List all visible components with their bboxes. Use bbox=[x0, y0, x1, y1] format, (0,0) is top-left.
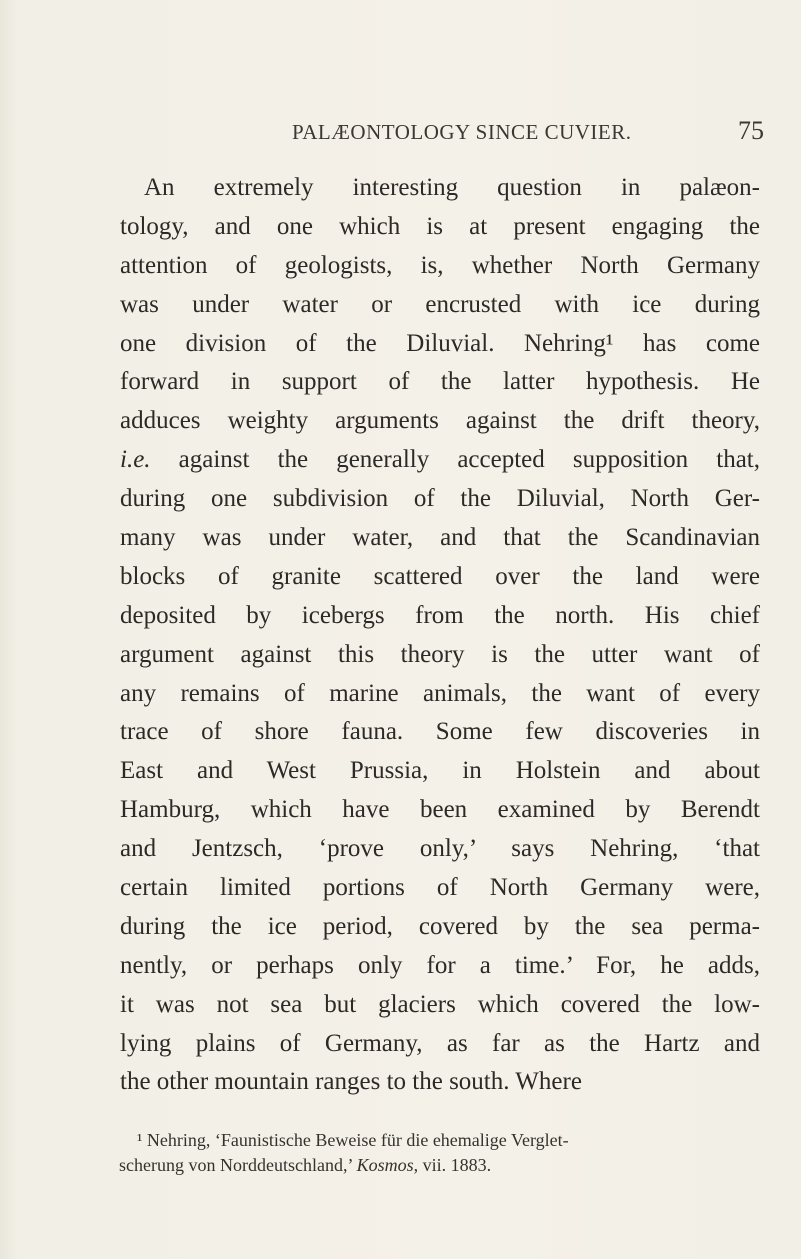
footnote-line: scherung von Norddeutschland,’ Kosmos, vii. 1883. bbox=[119, 1155, 492, 1175]
text-line: i.e. against the generally accepted supposition that, bbox=[120, 446, 760, 474]
text-line: lying plains of Germany, as far as the Hartz and bbox=[120, 1029, 760, 1057]
running-head: PALÆONTOLOGY SINCE CUVIER. bbox=[292, 120, 632, 144]
text-line: was under water or encrusted with ice during bbox=[120, 290, 760, 318]
text-line: trace of shore fauna. Some few discoveries in bbox=[120, 718, 760, 746]
text-line: East and West Prussia, in Holstein and about bbox=[120, 757, 760, 785]
page-header bbox=[0, 116, 801, 156]
text-line: certain limited portions of North Germany were, bbox=[120, 874, 760, 902]
text-line: the other mountain ranges to the south. Where bbox=[120, 1068, 582, 1096]
text-line: nently, or perhaps only for a time.’ For, he adds, bbox=[120, 951, 760, 979]
text-line: any remains of marine animals, the want of every bbox=[120, 679, 760, 707]
text-line: many was under water, and that the Scandinavian bbox=[120, 524, 760, 552]
text-line: during the ice period, covered by the sea perma- bbox=[120, 912, 760, 940]
text-line: it was not sea but glaciers which covered the low- bbox=[120, 990, 760, 1018]
text-line: deposited by icebergs from the north. His chief bbox=[120, 601, 760, 629]
text-line: An extremely interesting question in palæon- bbox=[144, 174, 760, 201]
body-text bbox=[120, 169, 760, 1102]
text-line: adduces weighty arguments against the drift theory, bbox=[120, 407, 760, 435]
text-line: argument against this theory is the utter want of bbox=[120, 640, 760, 668]
text-line: forward in support of the latter hypothesis. He bbox=[120, 368, 760, 396]
text-line: and Jentzsch, ‘prove only,’ says Nehring, ‘that bbox=[120, 835, 760, 863]
text-line: one division of the Diluvial. Nehring¹ has come bbox=[120, 329, 760, 357]
footnote-line: ¹ Nehring, ‘Faunistische Beweise für die ehemalige Verglet- bbox=[137, 1130, 569, 1150]
text-line: during one subdivision of the Diluvial, North Ger- bbox=[120, 485, 760, 513]
page-number: 75 bbox=[738, 116, 764, 145]
text-line: Hamburg, which have been examined by Berendt bbox=[120, 796, 760, 824]
text-line: attention of geologists, is, whether North Germany bbox=[120, 251, 760, 279]
text-line: blocks of granite scattered over the land were bbox=[120, 562, 760, 590]
text-line: tology, and one which is at present engaging the bbox=[120, 212, 760, 240]
